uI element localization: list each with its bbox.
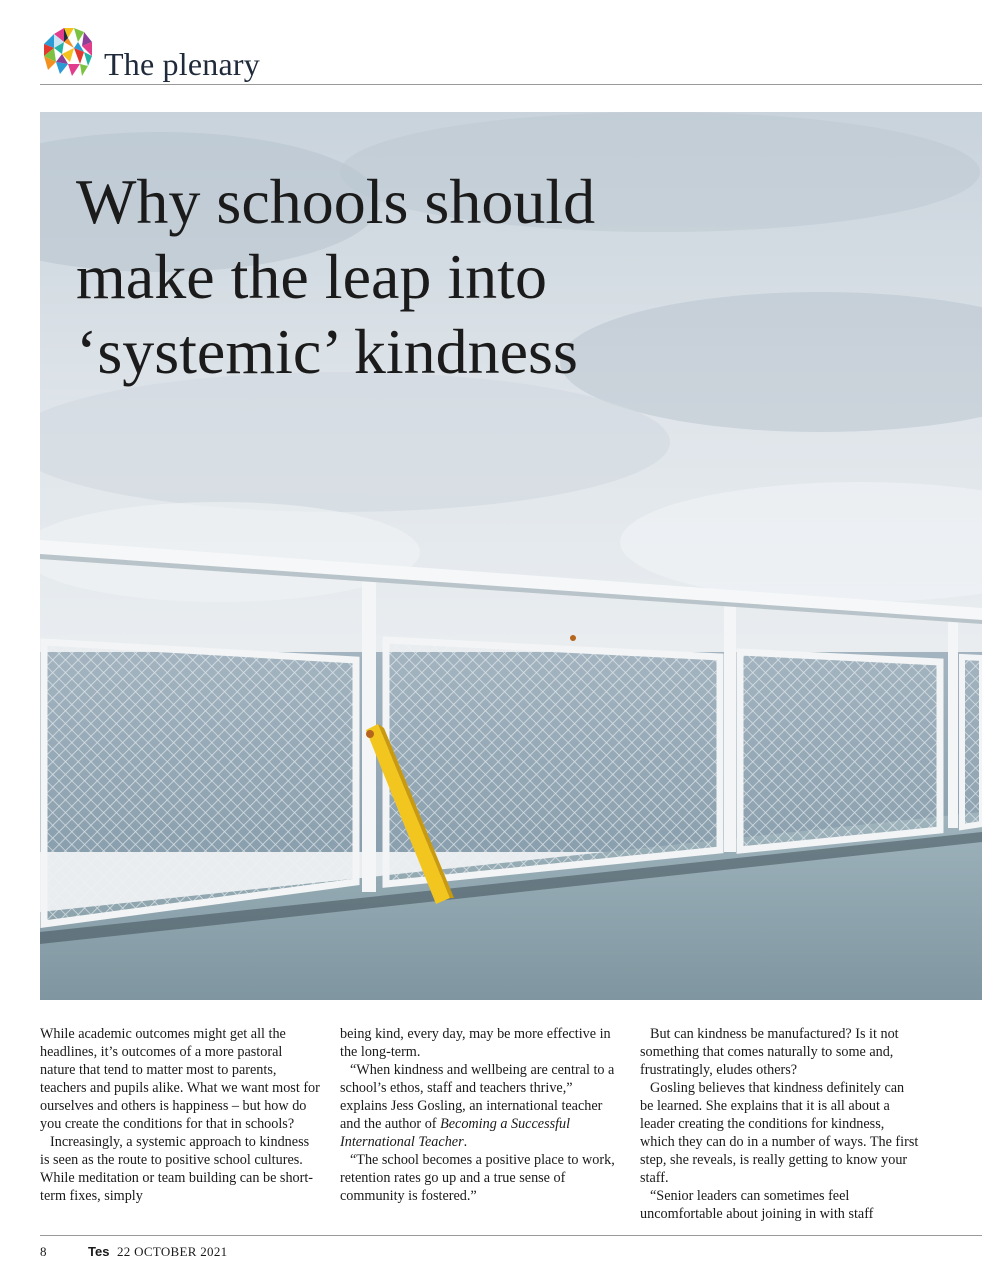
book-title: Becoming a Successful International Teacher — [340, 1116, 571, 1150]
headline-line: Why schools should — [76, 166, 596, 237]
page-number: 8 — [40, 1244, 47, 1259]
section-title: The plenary — [104, 46, 260, 82]
article-column-1 — [40, 1025, 320, 1205]
header-divider — [40, 84, 982, 85]
headline-line: make the leap into — [76, 241, 547, 312]
paragraph: Increasingly, a systemic approach to kindness is seen as the route to positive school cultures. While meditation or team building can be short-term fixes, simply — [40, 1134, 314, 1204]
article-column-3 — [640, 1025, 920, 1223]
page-header — [40, 22, 982, 86]
hero-image — [40, 112, 982, 1000]
paragraph: Gosling believes that kindness definitely can be learned. She explains that it is all about a leader creating the conditions for kindness, which they can do in a number of ways. The first step, she reveals, is really getting to know your staff. — [640, 1080, 919, 1186]
headline-line: ‘systemic’ kindness — [76, 316, 578, 387]
paragraph: “Senior leaders can sometimes feel uncomfortable about joining in with staff — [640, 1188, 874, 1222]
article-column-2 — [340, 1025, 620, 1205]
paragraph: “The school becomes a positive place to work, retention rates go up and a true sense of community is fostered.” — [340, 1152, 615, 1204]
article-headline — [76, 164, 716, 389]
paragraph-text: “When kindness and wellbeing are central to a school’s ethos, staff and teachers thrive,” explains Jess Gosling, an international teacher and the author of — [340, 1062, 615, 1132]
footer-divider — [40, 1235, 982, 1236]
publication-brand: Tes — [88, 1244, 110, 1259]
paragraph: While academic outcomes might get all the headlines, it’s outcomes of a more pastoral nature that tend to matter most to parents, teachers and pupils alike. What we want most for ourselves and others is happiness – but how do you create the conditions for that in schools? — [40, 1026, 320, 1132]
paragraph: But can kindness be manufactured? Is it not something that comes naturally to some and, frustratingly, eludes others? — [640, 1026, 899, 1078]
paragraph-text: . — [463, 1134, 468, 1150]
issue-date: 22 OCTOBER 2021 — [117, 1244, 228, 1259]
paragraph: being kind, every day, may be more effective in the long-term. — [340, 1026, 611, 1060]
paragraph — [340, 1061, 620, 1151]
geometric-triangle-mosaic-logo-icon — [40, 24, 96, 80]
